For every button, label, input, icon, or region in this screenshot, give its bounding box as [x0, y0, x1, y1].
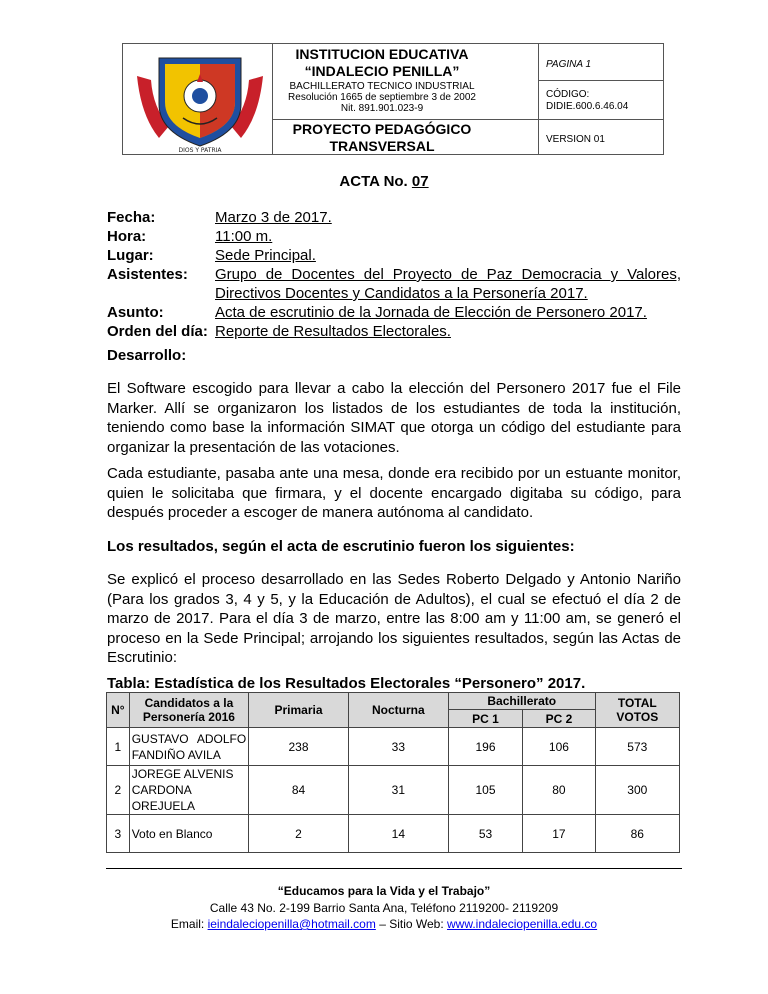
desarrollo-heading: Desarrollo:: [107, 347, 187, 364]
institution-subtitle: BACHILLERATO TECNICO INDUSTRIAL Resolución 1665 de septiembre 3 de 2002 Nit. 891.901.023-9: [288, 81, 476, 114]
col-candidates: Candidatos a la Personería 2016: [129, 693, 249, 728]
col-bachillerato: Bachillerato: [448, 693, 595, 710]
results-table: [106, 692, 680, 853]
table-caption: Tabla: Estadística de los Resultados Electorales “Personero” 2017.: [107, 675, 586, 692]
school-crest-logo: [129, 46, 271, 154]
footer-motto: “Educamos para la Vida y el Trabajo”: [277, 884, 491, 898]
paragraph-procedure: Cada estudiante, pasaba ante una mesa, donde era recibido por un estuante monitor, quien le solicitaba que firmara, y el docente encargado digitaba su código, para después proceder a escoger de manera autónoma al candidato.: [107, 465, 681, 521]
table-row: 2 JOREGE ALVENIS CARDONA OREJUELA 84 31 105 80 300: [107, 766, 680, 815]
document-code: CÓDIGO: DIDIE.600.6.46.04: [546, 89, 629, 112]
document-version: VERSION 01: [546, 134, 605, 145]
candidate-name: GUSTAVO ADOLFO FANDIÑO AVILA: [129, 728, 249, 766]
paragraph-results: Se explicó el proceso desarrollado en las Sedes Roberto Delgado y Antonio Nariño (Para los grados 3, 4 y 5, y la Educación de Adultos), el cual se efectuó el día 2 de marzo de 2017. Para el día 3 de marzo, entre las 8:00 am y 11:00 am, se generó el proceso en la Sede Principal; arrojando los siguientes resultados, según las Actas de Escrutinio:: [107, 571, 681, 666]
candidate-name: JOREGE ALVENIS CARDONA OREJUELA: [129, 766, 249, 815]
col-nocturna: Nocturna: [348, 693, 448, 728]
svg-text:DIOS Y PATRIA: DIOS Y PATRIA: [178, 147, 222, 154]
col-total: TOTAL VOTOS: [595, 693, 679, 728]
acta-title: ACTA No. 07: [339, 173, 429, 190]
footer-divider: [106, 868, 682, 869]
col-primaria: Primaria: [249, 693, 349, 728]
document-header: [122, 43, 664, 155]
page-number: PAGINA 1: [546, 59, 592, 70]
results-heading: Los resultados, según el acta de escrutinio fueron los siguientes:: [107, 538, 575, 555]
institution-name: INSTITUCION EDUCATIVA “INDALECIO PENILLA”: [295, 46, 469, 79]
col-number: N°: [107, 693, 130, 728]
footer-contact: Email: ieindaleciopenilla@hotmail.com – Sitio Web: www.indaleciopenilla.edu.co: [170, 917, 598, 931]
table-row: 1 GUSTAVO ADOLFO FANDIÑO AVILA 238 33 196 106 573: [107, 728, 680, 766]
footer-address: Calle 43 No. 2-199 Barrio Santa Ana, Teléfono 2119200- 2119209: [209, 901, 559, 915]
paragraph-software: El Software escogido para llevar a cabo la elección del Personero 2017 fue el File Marker. Allí se organizaron los listados de los estudiantes de toda la institución, teniendo como base la información SIMAT que otorga un código del estudiante para organizar la presentación de las votaciones.: [107, 380, 681, 456]
project-title: PROYECTO PEDAGÓGICO TRANSVERSAL: [292, 121, 472, 154]
email-link[interactable]: ieindaleciopenilla@hotmail.com: [207, 917, 376, 931]
website-link[interactable]: www.indaleciopenilla.edu.co: [447, 917, 598, 931]
col-pc1: PC 1: [448, 710, 522, 728]
table-row: 3 Voto en Blanco 2 14 53 17 86: [107, 815, 680, 853]
candidate-name: Voto en Blanco: [129, 815, 249, 853]
col-pc2: PC 2: [523, 710, 595, 728]
